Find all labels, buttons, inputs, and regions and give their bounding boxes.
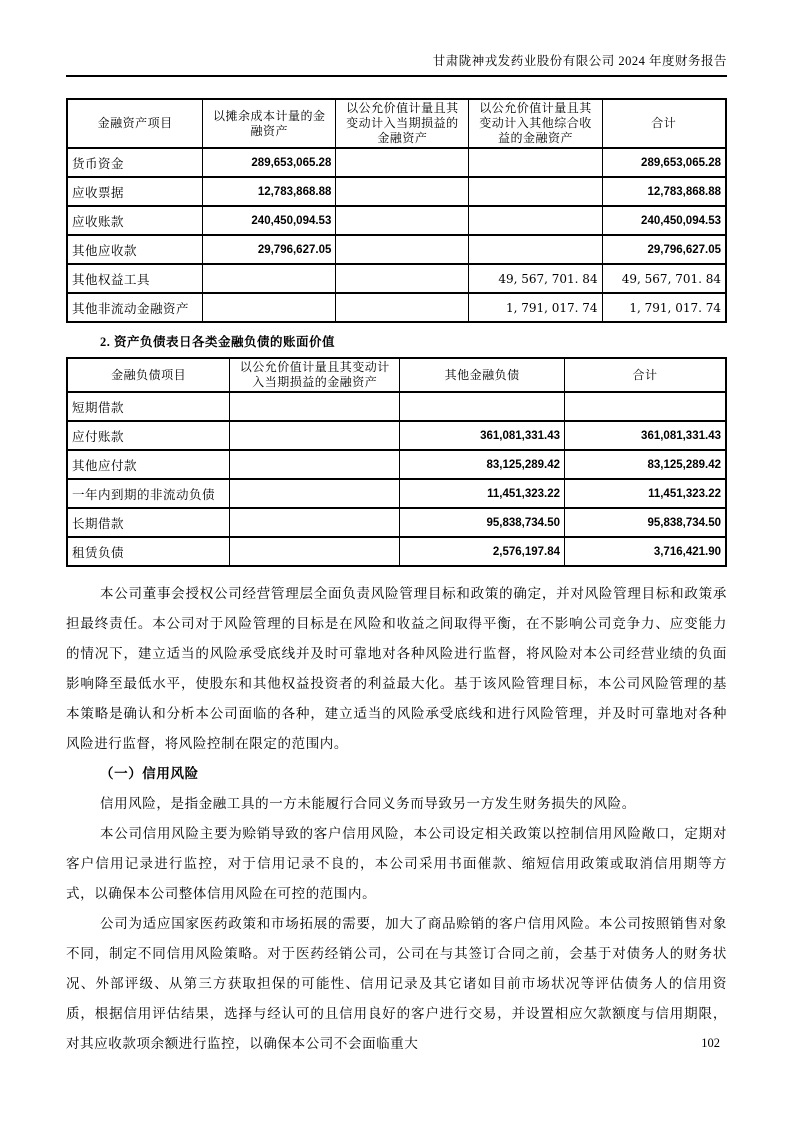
table-row (67, 264, 726, 293)
amount-cell: 11,451,323.22 (400, 479, 565, 508)
amount-cell (203, 264, 336, 293)
amount-cell (400, 392, 565, 421)
amount-cell: 2,576,197.84 (400, 537, 565, 566)
row-label-cell: 应收票据 (67, 177, 203, 206)
row-label-cell: 短期借款 (67, 392, 230, 421)
row-label-cell: 货币资金 (67, 148, 203, 177)
table-row (67, 450, 726, 479)
amount-cell (230, 508, 400, 537)
table-row (67, 421, 726, 450)
table-row (67, 537, 726, 566)
amount-cell: 289,653,065.28 (602, 148, 726, 177)
column-header: 以摊余成本计量的金融资产 (203, 99, 336, 148)
amount-cell (469, 177, 602, 206)
amount-cell: 49, 567, 701. 84 (469, 264, 602, 293)
column-header: 以公允价值计量且其变动计入当期损益的金融资产 (336, 99, 469, 148)
body-text (66, 579, 727, 1059)
amount-cell: 11,451,323.22 (565, 479, 726, 508)
document-header (66, 52, 727, 77)
amount-cell: 1, 791, 017. 74 (469, 293, 602, 322)
row-label-cell: 其他权益工具 (67, 264, 203, 293)
column-header: 以公允价值计量且其变动计入其他综合收益的金融资产 (469, 99, 602, 148)
row-label-cell: 租赁负债 (67, 537, 230, 566)
amount-cell: 289,653,065.28 (203, 148, 336, 177)
table-row (67, 148, 726, 177)
amount-cell: 240,450,094.53 (203, 206, 336, 235)
financial-liabilities-table-header (67, 358, 726, 392)
credit-risk-heading: （一）信用风险 (100, 766, 199, 781)
amount-cell (230, 392, 400, 421)
column-header: 合计 (565, 358, 726, 392)
column-header: 其他金融负债 (400, 358, 565, 392)
table-row (67, 293, 726, 322)
amount-cell: 12,783,868.88 (602, 177, 726, 206)
amount-cell: 95,838,734.50 (400, 508, 565, 537)
table-header-row (67, 99, 726, 148)
amount-cell (336, 177, 469, 206)
financial-assets-table (66, 98, 727, 323)
amount-cell (203, 293, 336, 322)
amount-cell (469, 148, 602, 177)
amount-cell: 83,125,289.42 (400, 450, 565, 479)
table-row (67, 392, 726, 421)
financial-liabilities-table-body (67, 392, 726, 566)
amount-cell (336, 206, 469, 235)
table-row (67, 508, 726, 537)
page-number: 102 (701, 1036, 720, 1050)
financial-assets-table-body (67, 148, 726, 322)
table-row (67, 206, 726, 235)
column-header: 以公允价值计量且其变动计入当期损益的金融资产 (230, 358, 400, 392)
table-header-row (67, 358, 726, 392)
financial-assets-table-header (67, 99, 726, 148)
financial-liabilities-table (66, 357, 727, 567)
amount-cell (230, 537, 400, 566)
financial-liabilities-caption: 2. 资产负债表日各类金融负债的账面价值 (100, 335, 336, 349)
amount-cell (230, 479, 400, 508)
amount-cell (336, 235, 469, 264)
amount-cell: 83,125,289.42 (565, 450, 726, 479)
row-label-cell: 长期借款 (67, 508, 230, 537)
amount-cell: 361,081,331.43 (400, 421, 565, 450)
amount-cell: 95,838,734.50 (565, 508, 726, 537)
amount-cell (469, 235, 602, 264)
row-label-cell: 其他应付款 (67, 450, 230, 479)
column-header: 金融负债项目 (67, 358, 230, 392)
amount-cell: 3,716,421.90 (565, 537, 726, 566)
row-label-cell: 应收账款 (67, 206, 203, 235)
table-row (67, 177, 726, 206)
amount-cell: 12,783,868.88 (203, 177, 336, 206)
credit-risk-strategy-paragraph: 公司为适应国家医药政策和市场拓展的需要，加大了商品赊销的客户信用风险。本公司按照销售对象不同，制定不同信用风险策略。对于医药经销公司，公司在与其签订合同之前，会基于对债务人的财务状况、外部评级、从第三方获取担保的可能性、信用记录及其它诸如目前市场状况等评估债务人的信用资质，根据信用评估结果，选择与经认可的且信用良好的客户进行交易，并设置相应欠款额度与信用期限，对其应收款项余额进行监控，以确保本公司不会面临重大 (66, 916, 727, 1051)
amount-cell: 240,450,094.53 (602, 206, 726, 235)
amount-cell: 29,796,627.05 (602, 235, 726, 264)
row-label-cell: 应付账款 (67, 421, 230, 450)
credit-risk-definition-paragraph: 信用风险，是指金融工具的一方未能履行合同义务而导致另一方发生财务损失的风险。 (100, 796, 636, 811)
amount-cell (336, 264, 469, 293)
amount-cell (565, 392, 726, 421)
credit-risk-policy-paragraph: 本公司信用风险主要为赊销导致的客户信用风险，本公司设定相关政策以控制信用风险敞口，定期对客户信用记录进行监控，对于信用记录不良的，本公司采用书面催款、缩短信用政策或取消信用期等方式，以确保本公司整体信用风险在可控的范围内。 (66, 826, 727, 901)
amount-cell (336, 148, 469, 177)
row-label-cell: 其他应收款 (67, 235, 203, 264)
amount-cell (336, 293, 469, 322)
row-label-cell: 一年内到期的非流动负债 (67, 479, 230, 508)
amount-cell: 49, 567, 701. 84 (602, 264, 726, 293)
report-header-title: 甘肃陇神戎发药业股份有限公司 2024 年度财务报告 (432, 54, 727, 68)
amount-cell (469, 206, 602, 235)
amount-cell: 29,796,627.05 (203, 235, 336, 264)
amount-cell (230, 421, 400, 450)
row-label-cell: 其他非流动金融资产 (67, 293, 203, 322)
amount-cell: 361,081,331.43 (565, 421, 726, 450)
table-row (67, 235, 726, 264)
amount-cell: 1, 791, 017. 74 (602, 293, 726, 322)
column-header: 合计 (602, 99, 726, 148)
table-row (67, 479, 726, 508)
amount-cell (230, 450, 400, 479)
risk-management-paragraph: 本公司董事会授权公司经营管理层全面负责风险管理目标和政策的确定，并对风险管理目标和政策承担最终责任。本公司对于风险管理的目标是在风险和收益之间取得平衡，在不影响公司竞争力、应变能力的情况下，建立适当的风险承受底线并及时可靠地对各种风险进行监督，将风险对本公司经营业绩的负面影响降至最低水平，使股东和其他权益投资者的利益最大化。基于该风险管理目标，本公司风险管理的基本策略是确认和分析本公司面临的各种，建立适当的风险承受底线和进行风险管理，并及时可靠地对各种风险进行监督，将风险控制在限定的范围内。 (66, 586, 727, 751)
column-header: 金融资产项目 (67, 99, 203, 148)
